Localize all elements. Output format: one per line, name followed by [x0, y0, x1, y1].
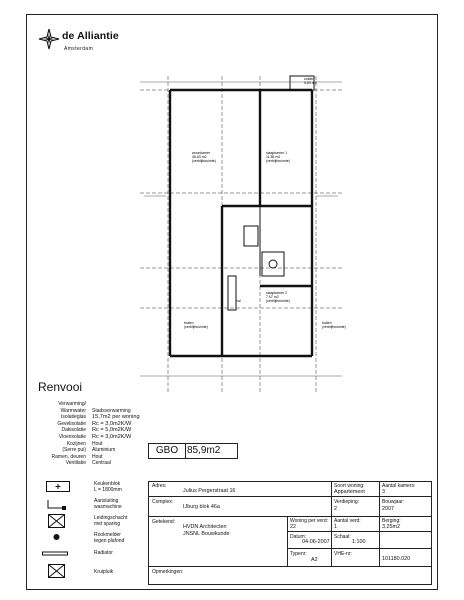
typenr-label: Typenr:	[290, 551, 307, 557]
room-buiten-right-note: (verblijfsruimte)	[322, 325, 346, 329]
room-slaapkamer-1-area: 11,55 m2	[266, 155, 281, 159]
legend-symbol-text: Kruipluik	[94, 569, 114, 575]
room-slaapkamer-2-area: 7,97 m2	[266, 295, 279, 299]
gbo-box	[148, 443, 238, 459]
legend-label: Ventilatie	[65, 460, 86, 467]
divider	[331, 482, 332, 566]
legend-row	[34, 447, 144, 454]
legend-label: Gevelisolatie	[57, 420, 86, 427]
room-woonkamer-area: 36,63 m2	[192, 155, 207, 159]
legend-label: (Serre pui)	[62, 447, 86, 454]
legend-label: Warmwater	[60, 407, 86, 414]
legend-row	[34, 460, 144, 467]
divider	[149, 566, 431, 567]
renvooi-legend	[34, 401, 144, 467]
bouwjaar-label: Bouwjaar:	[382, 499, 405, 505]
divider	[149, 516, 431, 517]
adres-value: Julius Pergerstraat 16	[183, 488, 236, 494]
legend-label: Dakisolatie	[61, 427, 86, 434]
typenr-value: A2	[311, 557, 318, 563]
logo	[38, 28, 158, 60]
verdieping-value: 2	[334, 506, 337, 512]
legend-label: Kozijnen	[66, 440, 86, 447]
legend-symbol-text: wasmachine	[94, 504, 122, 510]
legend-value: Aluminium	[92, 447, 116, 454]
legend-row	[34, 401, 144, 408]
complex-value: IJburg blok 46a	[183, 504, 220, 510]
room-zolder-area: 5,83 m2	[304, 81, 317, 85]
legend-value: Rc = 3,0m2K/W	[92, 433, 132, 440]
aantal-value: 1	[334, 524, 337, 530]
legend-symbol-text: Radiator	[94, 550, 113, 556]
opmerkingen-label: Opmerkingen:	[152, 569, 184, 575]
legend-symbol-text: Keukenblok	[94, 481, 121, 487]
kruipluik-icon	[46, 564, 70, 578]
room-woonkamer-note: (verblijfsruimte)	[192, 159, 216, 163]
datum-label: Datum:	[290, 534, 307, 540]
room-zolder: zolder	[304, 77, 314, 81]
legend-value: Hout	[92, 453, 103, 460]
legend-value: Rc = 5,0m2K/W	[92, 427, 132, 434]
soort-value: Appartement	[334, 489, 365, 495]
verdieping-label: Verdieping:	[334, 499, 360, 505]
wasmachine-icon	[46, 498, 70, 512]
berging-value: 3,25m2	[382, 524, 400, 530]
legend-symbol-text: met sparing	[94, 521, 121, 527]
woning-label: Woning per verd:	[290, 518, 328, 524]
berging-label: Berging:	[382, 518, 401, 524]
legend-row	[34, 414, 144, 421]
legend-value: 15,7m2 per woning	[92, 414, 140, 421]
title-block	[148, 481, 432, 585]
legend-label: Verwarming/	[58, 401, 86, 407]
brand-city: Amsterdam	[64, 46, 94, 52]
legend-row	[34, 421, 144, 428]
gbo-value: 85,9m2	[187, 445, 221, 456]
legend-symbol-text: Aansluiting	[94, 498, 119, 504]
brand-name: de Alliantie	[62, 30, 119, 42]
legend-label: Isolatieglas	[60, 414, 86, 421]
room-slaapkamer-2: slaapkamer 2	[266, 291, 288, 295]
vhe-value: 101180.020	[382, 556, 411, 562]
rookmelder-icon	[46, 532, 70, 544]
legend-symbol-text: Leidingschacht	[94, 515, 128, 521]
room-slaapkamer-2-note: (verblijfsruimte)	[266, 299, 290, 303]
room-woonkamer: woonkamer	[192, 151, 211, 155]
legend-label: Vloerisolatie	[58, 433, 86, 440]
room-buiten-left-note: (verblijfsruimte)	[184, 325, 208, 329]
complex-label: Complex:	[152, 499, 174, 505]
renvooi-title: Renvooi	[38, 380, 83, 394]
legend-symbol-text: tegen plafond	[94, 538, 125, 544]
floor-plan	[140, 76, 346, 392]
leidingschacht-icon	[46, 514, 70, 528]
aantal-label: Aantal verd:	[334, 518, 361, 524]
vhe-label: VHE-nr:	[334, 551, 352, 557]
room-slaapkamer-1-note: (verblijfsruimte)	[266, 159, 290, 163]
getekend-value-1: HVDN Architecten	[183, 524, 227, 530]
divider	[287, 531, 431, 532]
divider	[379, 482, 380, 566]
legend-row	[34, 427, 144, 434]
gbo-label: GBO	[149, 444, 186, 458]
room-buiten-left: buiten	[184, 321, 194, 325]
legend-label: Ramen, deuren	[51, 453, 86, 460]
legend-row	[34, 408, 144, 415]
room-hal: hal	[236, 299, 241, 303]
schaal-value: 1:100	[352, 539, 366, 545]
legend-symbol-text: Rookmelder	[94, 532, 121, 538]
legend-value: Centraal	[92, 460, 111, 467]
adres-label: Adres:	[152, 483, 167, 489]
legend-symbol-text: L = 1800mm	[94, 487, 122, 493]
legend-value: Rc = 3,0m2K/W	[92, 420, 132, 427]
woning-value: 22	[290, 524, 296, 530]
radiator-icon	[42, 551, 68, 557]
kamers-value: 3	[382, 489, 385, 495]
divider	[149, 496, 431, 497]
legend-value: Stadsverwarming	[92, 407, 131, 414]
alliantie-logo-icon	[38, 28, 60, 50]
room-buiten-right: buiten	[322, 321, 332, 325]
datum-value: 04-06-2007	[302, 539, 330, 545]
bouwjaar-value: 2007	[382, 506, 394, 512]
getekend-value-2: JNSNL Bouwkunde	[183, 531, 230, 537]
legend-row	[34, 441, 144, 448]
legend-row	[34, 434, 144, 441]
legend-row	[34, 454, 144, 461]
divider	[287, 516, 288, 566]
divider	[287, 548, 431, 549]
legend-value: Hout	[92, 440, 103, 447]
room-slaapkamer-1: slaapkamer 1	[266, 151, 288, 155]
schaal-label: Schaal:	[334, 534, 351, 540]
soort-label: Soort woning:	[334, 483, 365, 489]
getekend-label: Getekend:	[152, 519, 176, 525]
keukenblok-icon	[46, 481, 70, 493]
kamers-label: Aantal kamers:	[382, 483, 416, 489]
